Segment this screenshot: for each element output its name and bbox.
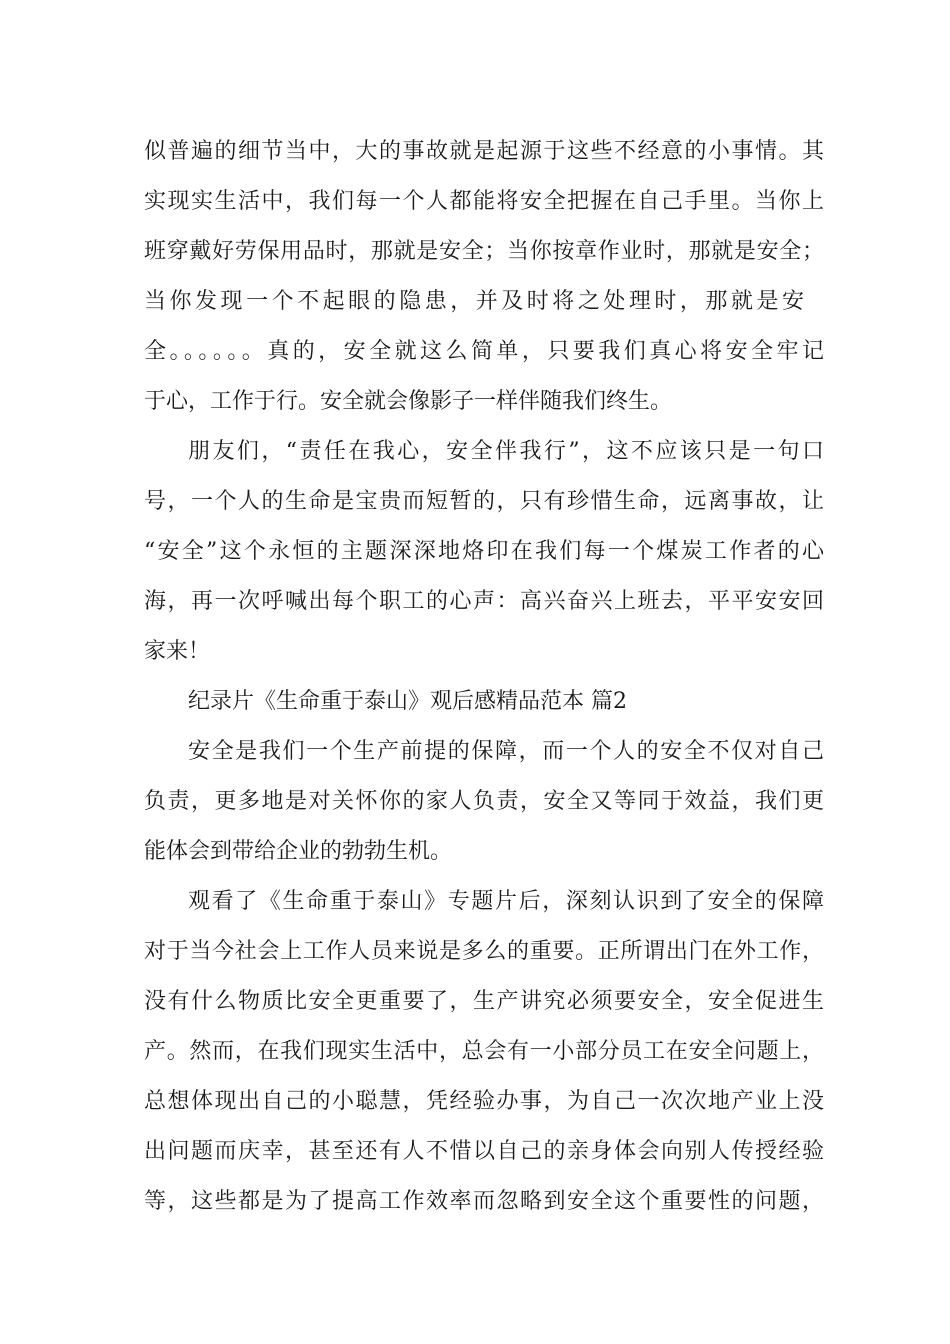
paragraph-4-line-4: 产。然而，在我们现实生活中，总会有一小部分员工在安全问题上， [144,1039,824,1064]
paragraph-2-line-2: 号，一个人的生命是宝贵而短暂的，只有珍惜生命，远离事故，让 [144,489,824,514]
paragraph-3-line-3: 能体会到带给企业的勃勃生机。 [144,839,453,864]
paragraph-2-line-4: 海，再一次呼喊出每个职工的心声：高兴奋兴上班去，平平安安回 [144,589,824,614]
paragraph-1-line-1: 似普遍的细节当中，大的事故就是起源于这些不经意的小事情。其 [144,139,824,164]
paragraph-1-line-4: 当你发现一个不起眼的隐患，并及时将之处理时，那就是安 [144,289,804,314]
paragraph-3-line-2: 负责，更多地是对关怀你的家人负责，安全又等同于效益，我们更 [144,789,824,814]
section-heading: 纪录片《生命重于泰山》观后感精品范本 篇2 [188,689,627,714]
paragraph-4-line-1: 观看了《生命重于泰山》专题片后，深刻认识到了安全的保障 [188,889,824,914]
paragraph-2-line-1: 朋友们，“责任在我心，安全伴我行”，这不应该只是一句口 [188,439,824,464]
paragraph-1-line-6: 于心，工作于行。安全就会像影子一样伴随我们终生。 [144,389,673,414]
paragraph-1-line-2: 实现实生活中，我们每一个人都能将安全把握在自己手里。当你上 [144,189,824,214]
paragraph-3-line-1: 安全是我们一个生产前提的保障，而一个人的安全不仅对自己 [188,739,824,764]
paragraph-2-line-5: 家来！ [144,639,211,664]
paragraph-4-line-5: 总想体现出自己的小聪慧，凭经验办事，为自己一次次地产业上没 [144,1089,824,1114]
paragraph-4-line-6: 出问题而庆幸，甚至还有人不惜以自己的亲身体会向别人传授经验 [144,1139,824,1164]
paragraph-4-line-2: 对于当今社会上工作人员来说是多么的重要。正所谓出门在外工作， [144,939,824,964]
paragraph-4-line-7: 等，这些都是为了提高工作效率而忽略到安全这个重要性的问题， [144,1189,824,1214]
paragraph-2-line-3: “安全”这个永恒的主题深深地烙印在我们每一个煤炭工作者的心 [144,539,824,564]
paragraph-4-line-3: 没有什么物质比安全更重要了，生产讲究必须要安全，安全促进生 [144,989,824,1014]
paragraph-1-line-5: 全。。。。。。真的，安全就这么简单，只要我们真心将安全牢记 [144,339,824,364]
paragraph-1-line-3: 班穿戴好劳保用品时，那就是安全；当你按章作业时，那就是安全； [144,239,824,264]
